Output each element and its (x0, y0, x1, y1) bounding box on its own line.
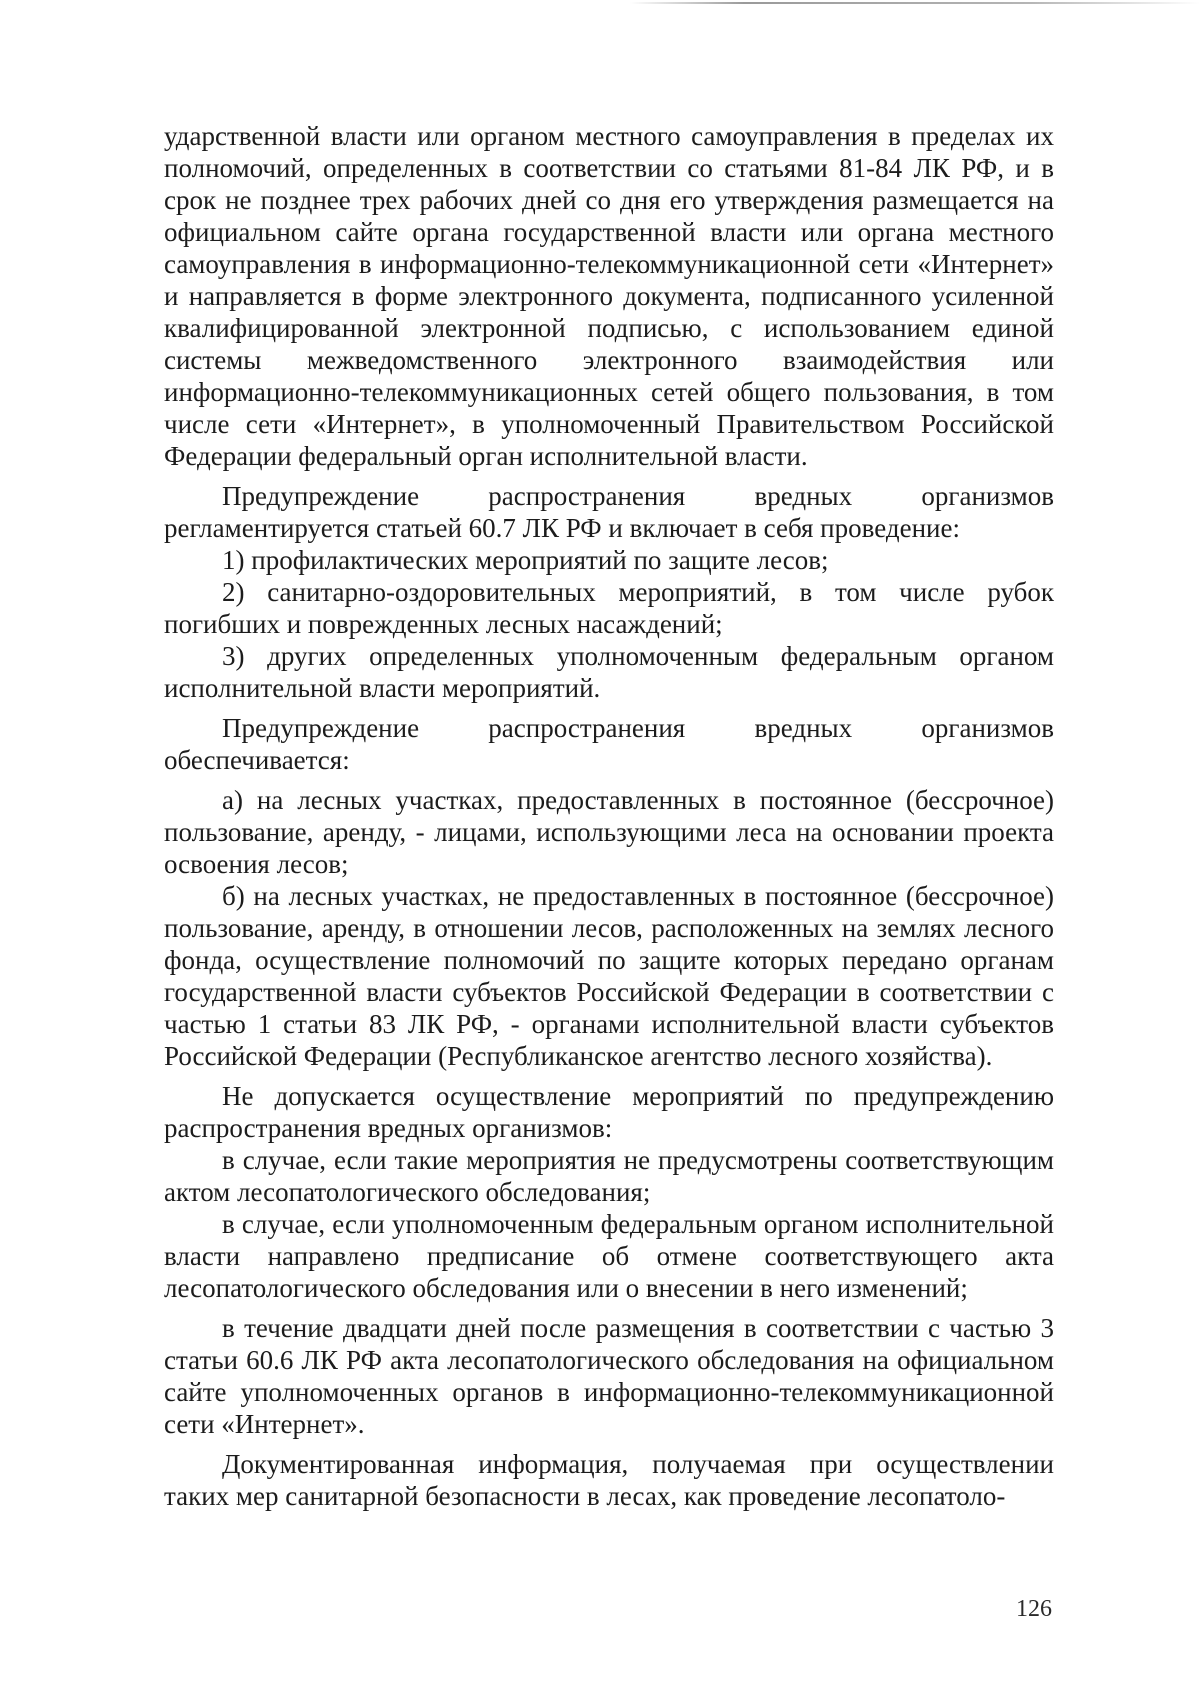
list-item-1: 1) профилактических мероприятий по защите лесов; (222, 545, 829, 575)
paragraph-documented-info: Документированная информация, получаемая при осуществлении таких мер санитарной безопасности в лесах, как проведение лесопатоло- (164, 1449, 1054, 1511)
condition-item-1: в случае, если такие мероприятия не предусмотрены соответствующим актом лесопатологического обследования; (164, 1145, 1054, 1207)
scan-edge-line (630, 2, 1200, 4)
condition-item-3: в течение двадцати дней после размещения в соответствии с частью 3 статьи 60.6 ЛК РФ акта лесопатологического обследования на официальном сайте уполномоченных органов в информационно-телекоммуникационной сети «Интернет». (164, 1313, 1054, 1439)
page-number: 126 (1016, 1596, 1052, 1622)
condition-item-2: в случае, если уполномоченным федеральным органом исполнительной власти направлено предписание об отмене соответствующего акта лесопатологического обследования или о внесении в него изменений; (164, 1209, 1054, 1303)
paragraph-continuation: ударственной власти или органом местного самоуправления в пределах их полномочий, определенных в соответствии со статьями 81-84 ЛК РФ, и в срок не позднее трех рабочих дней со дня его утверждения размещается на официальном сайте органа государственной власти или органа местного самоуправления в информационно-телекоммуникационной сети «Интернет» и направляется в форме электронного документа, подписанного усиленной квалифицированной электронной подписью, с использованием единой системы межведомственного электронного взаимодействия или информационно-телекоммуникационных сетей общего пользования, в том числе сети «Интернет», в уполномоченный Правительством Российской Федерации федеральный орган исполнительной власти. (164, 121, 1054, 471)
paragraph-prohibition: Не допускается осуществление мероприятий по предупреждению распространения вредных организмов: (164, 1081, 1054, 1143)
list-item-3: 3) других определенных уполномоченным федеральным органом исполнительной власти мероприятий. (164, 641, 1054, 703)
document-body (164, 120, 1054, 1512)
list-item-a: а) на лесных участках, предоставленных в постоянное (бессрочное) пользование, аренду, - лицами, использующими леса на основании проекта освоения лесов; (164, 785, 1054, 879)
list-item-2: 2) санитарно-оздоровительных мероприятий, в том числе рубок погибших и поврежденных лесных насаждений; (164, 577, 1054, 639)
paragraph-provision: Предупреждение распространения вредных организмов обеспечивается: (164, 713, 1054, 775)
paragraph-regulation: Предупреждение распространения вредных организмов регламентируется статьей 60.7 ЛК РФ и включает в себя проведение: (164, 481, 1054, 543)
list-item-b: б) на лесных участках, не предоставленных в постоянное (бессрочное) пользование, аренду, в отношении лесов, расположенных на землях лесного фонда, осуществление полномочий по защите которых передано органам государственной власти субъектов Российской Федерации в соответствии с частью 1 статьи 83 ЛК РФ, - органами исполнительной власти субъектов Российской Федерации (Республиканское агентство лесного хозяйства). (164, 881, 1054, 1071)
